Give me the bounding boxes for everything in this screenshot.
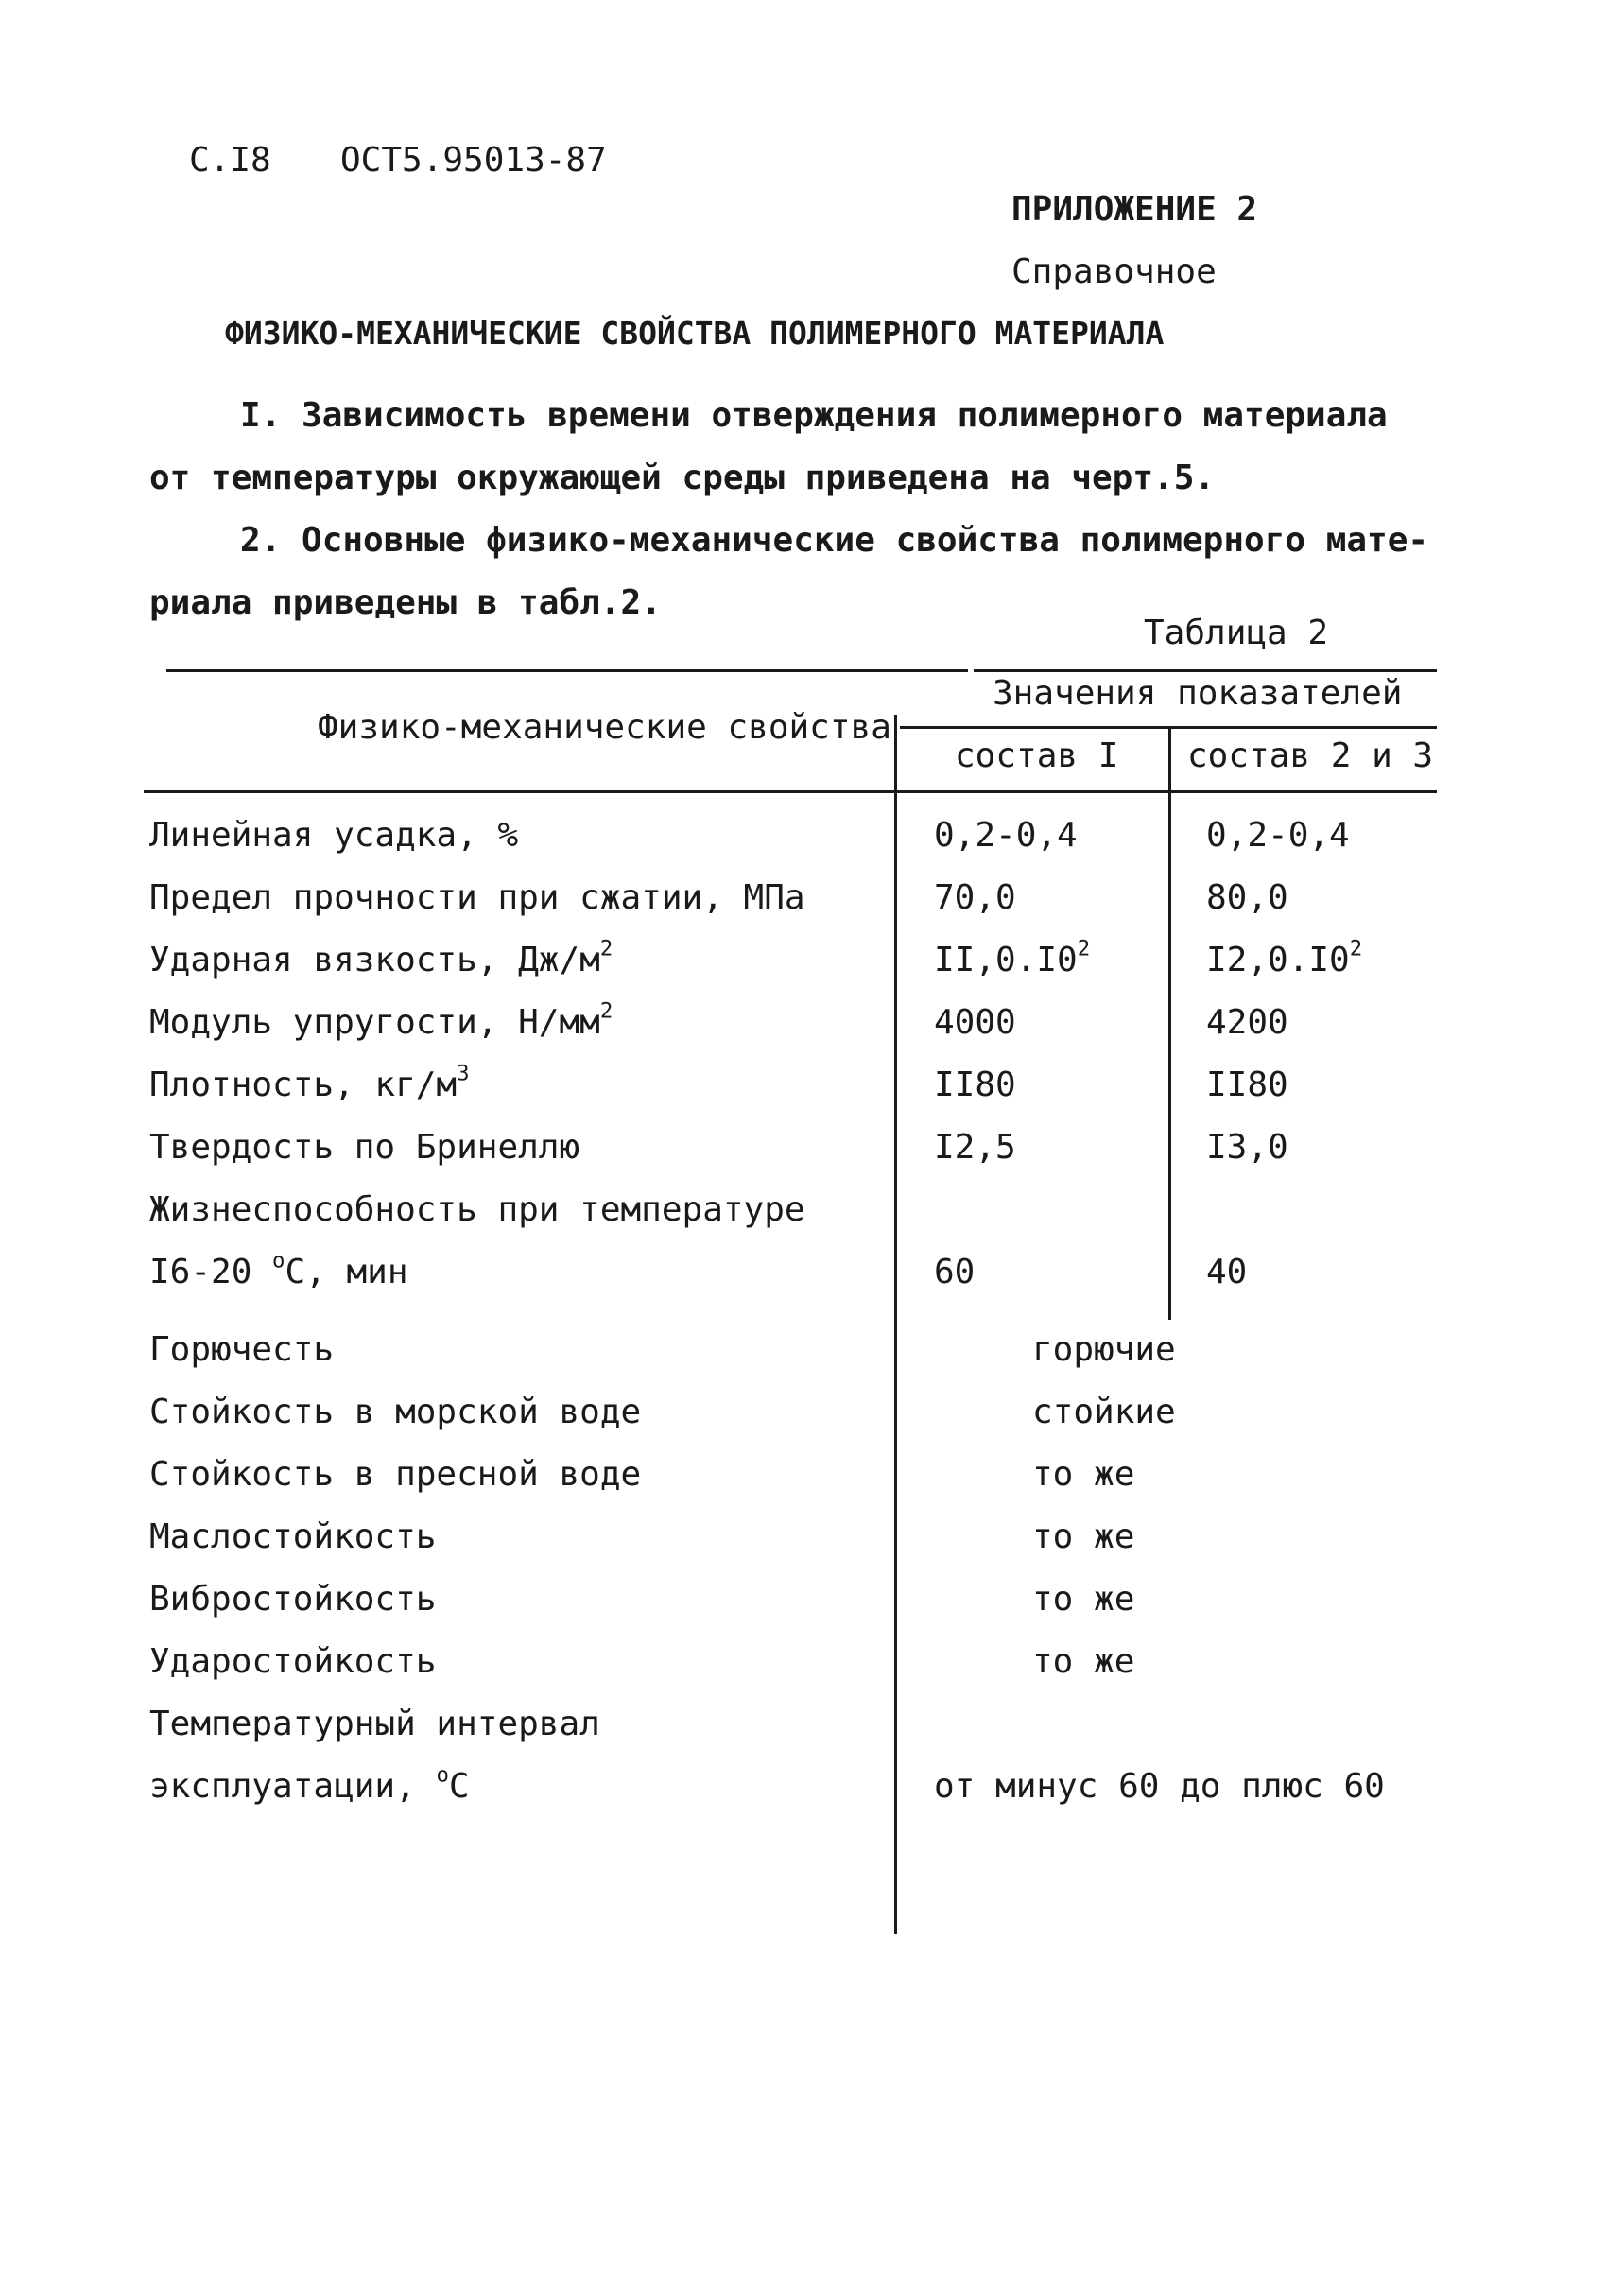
table-row-property: Стойкость в морской воде: [149, 1393, 642, 1431]
paragraph-2-line-2: риала приведены в табл.2.: [149, 583, 662, 622]
table-row-merged-value: стойкие: [1032, 1393, 1176, 1431]
table-row-merged-value: то же: [1032, 1455, 1135, 1494]
paragraph-1-line-1: I. Зависимость времени отверждения полимерного материала: [240, 396, 1388, 435]
table-row-value-2: 80,0: [1206, 878, 1288, 917]
table-row-property: Предел прочности при сжатии, МПа: [149, 878, 805, 917]
table-row-merged-value: то же: [1032, 1642, 1135, 1681]
table-row-property: Маслостойкость: [149, 1517, 437, 1556]
standard-number: ОСТ5.95013-87: [340, 141, 607, 180]
table-row-property: Температурный интервал: [149, 1705, 600, 1743]
table-top-rule-right: [974, 669, 1437, 672]
table-row-property: Линейная усадка, %: [149, 816, 519, 855]
table-row-property-line-2: эксплуатации, $^o$С: [149, 1762, 470, 1806]
table-caption: Таблица 2: [1144, 614, 1329, 652]
table-row-property: Ударостойкость: [149, 1642, 437, 1681]
table-top-rule-left: [166, 669, 968, 672]
table-row-value-1: 60: [934, 1253, 976, 1291]
table-row-property: Твердость по Бринеллю: [149, 1128, 580, 1167]
header-values-group: Значения показателей: [993, 674, 1403, 713]
table-row-value-1: $II,0.I0^2$: [934, 936, 1091, 979]
table-row-value-1: 70,0: [934, 878, 1016, 917]
table-header-bottom-rule: [144, 790, 1437, 793]
table-row-value-1: I2,5: [934, 1128, 1016, 1167]
table-row-value-2: 4200: [1206, 1003, 1288, 1042]
column-divider-composition: [1168, 726, 1171, 1320]
table-row-property: Стойкость в пресной воде: [149, 1455, 642, 1494]
column-divider-main: [894, 715, 897, 1934]
table-row-value-1: 4000: [934, 1003, 1016, 1042]
table-row-property: Плотность, $кг/м^3$: [149, 1061, 470, 1104]
table-row-merged-value: то же: [1032, 1580, 1135, 1619]
table-row-property: Вибростойкость: [149, 1580, 437, 1619]
table-row-value-1: II80: [934, 1065, 1016, 1104]
paragraph-1-line-2: от температуры окружающей среды приведена на черт.5.: [149, 459, 1216, 497]
table-row-merged-value: от минус 60 до плюс 60: [934, 1767, 1385, 1806]
table-row-property: Ударная вязкость, $Дж/м^2$: [149, 936, 613, 979]
table-row-property-line-2: I6-20 $^o$С, мин: [149, 1248, 408, 1291]
table-row-property: Модуль упругости, $Н/мм^2$: [149, 998, 613, 1042]
table-row-property: Жизнеспособность при температуре: [149, 1190, 805, 1229]
appendix-type: Справочное: [1011, 252, 1217, 291]
table-row-value-2: 40: [1206, 1253, 1248, 1291]
header-composition-1: состав I: [955, 736, 1119, 775]
header-composition-2-3: состав 2 и 3: [1187, 736, 1434, 775]
table-row-value-2: I3,0: [1206, 1128, 1288, 1167]
table-row-value-2: 0,2-0,4: [1206, 816, 1350, 855]
table-row-merged-value: горючие: [1032, 1330, 1176, 1369]
table-row-merged-value: то же: [1032, 1517, 1135, 1556]
document-title: ФИЗИКО-МЕХАНИЧЕСКИЕ СВОЙСТВА ПОЛИМЕРНОГО МАТЕРИАЛА: [225, 315, 1165, 352]
header-property: Физико-механические свойства: [318, 708, 891, 747]
table-row-value-1: 0,2-0,4: [934, 816, 1078, 855]
table-row-value-2: II80: [1206, 1065, 1288, 1104]
paragraph-2-line-1: 2. Основные физико-механические свойства полимерного мате-: [240, 521, 1429, 560]
table-row-value-2: $I2,0.I0^2$: [1206, 936, 1363, 979]
page-number: С.I8: [189, 141, 271, 180]
table-row-property: Горючесть: [149, 1330, 335, 1369]
appendix-label: ПРИЛОЖЕНИЕ 2: [1011, 190, 1258, 229]
